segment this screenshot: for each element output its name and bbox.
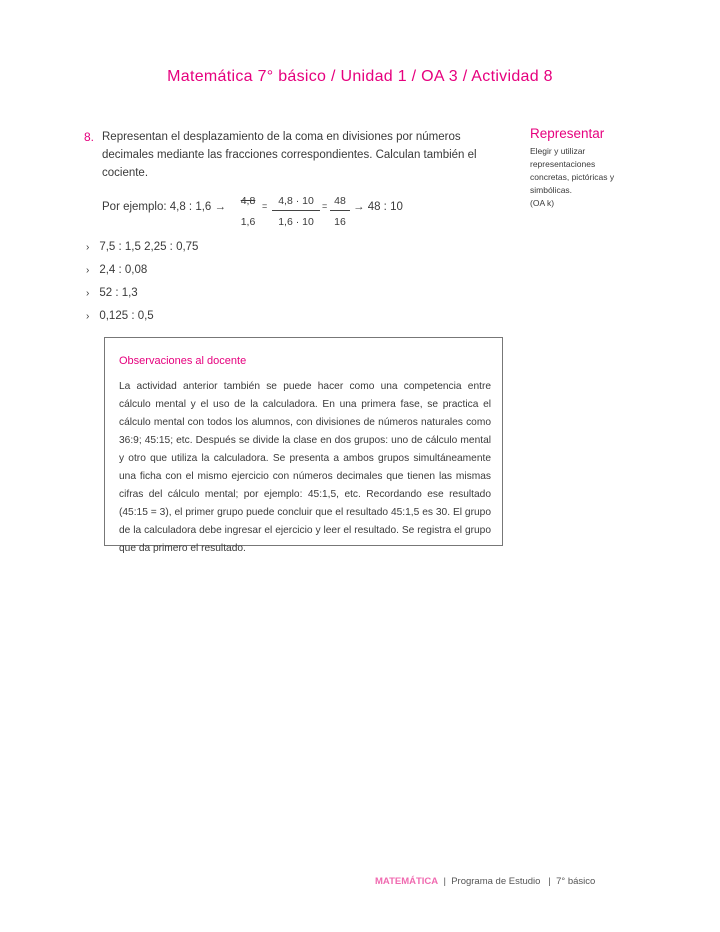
footer-grade: 7° básico	[556, 876, 596, 887]
activity-number: 8.	[84, 130, 95, 144]
footer-separator: |	[443, 876, 446, 887]
equals: =	[322, 201, 328, 211]
footer	[375, 876, 595, 887]
chevron-right-icon: ›	[86, 242, 90, 253]
teacher-notes-body: La actividad anterior también se puede hacer como una competencia entre cálculo mental y el uso de la calculadora. En una primera fase, se practica el cálculo mental con todos los alumnos, con divisiones de números naturales como 36:9; 45:15; etc. Después se divide la clase en dos grupos: uno de cálculo mental y otro que utiliza la calculadora. Se presenta a ambos grupos simultáneamente una ficha con el mismo ejercicio con números decimales que tienen las mismas cifras del cálculo mental; por ejemplo: 45:1,5, etc. Recordando ese resultado (45:15 = 3), el primer grupo puede concluir que el resultado 45:1,5 es 30. El grupo de la calculadora debe ingresar el ejercicio y leer el resultado. Se registra el grupo que da primero el resultado.	[119, 381, 491, 554]
exercise-item	[86, 241, 198, 253]
teacher-notes-title: Observaciones al docente	[119, 355, 247, 367]
chevron-right-icon: ›	[86, 288, 90, 299]
page-title: Matemática 7° básico / Unidad 1 / OA 3 / Actividad 8	[167, 68, 553, 85]
numerator: 48	[334, 195, 346, 207]
example-prefix: Por ejemplo: 4,8 : 1,6 →	[102, 201, 227, 213]
exercise-text: 2,4 : 0,08	[99, 264, 148, 276]
equals: =	[262, 201, 268, 211]
exercise-item	[86, 287, 138, 299]
denominator: 1,6 · 10	[278, 216, 314, 228]
chevron-right-icon: ›	[86, 265, 90, 276]
exercise-text: 0,125 : 0,5	[99, 310, 154, 322]
activity-text: Representan el desplazamiento de la coma en divisiones por números decimales mediante las fracciones correspondientes. Calculan también el cociente.	[102, 131, 477, 179]
footer-subject: MATEMÁTICA	[375, 876, 439, 887]
activity-statement	[84, 128, 484, 182]
sidebar-skill	[530, 126, 630, 210]
skill-line: simbólicas.	[530, 185, 573, 195]
skill-line: Elegir y utilizar	[530, 146, 586, 156]
exercise-item	[86, 310, 154, 322]
skill-line: concretas, pictóricas y	[530, 172, 615, 182]
fraction-1	[235, 195, 261, 228]
numerator: 4,8 · 10	[278, 195, 314, 207]
footer-separator: |	[548, 876, 551, 887]
skill-description	[530, 145, 630, 210]
denominator: 16	[334, 216, 346, 228]
numerator: 4,8	[240, 195, 256, 207]
skill-line: representaciones	[530, 159, 596, 169]
skill-title: Representar	[530, 126, 605, 141]
teacher-notes-box	[104, 337, 503, 554]
skill-line: (OA k)	[530, 198, 555, 208]
exercise-text: 52 : 1,3	[99, 287, 138, 299]
example	[102, 195, 502, 235]
chevron-right-icon: ›	[86, 311, 90, 322]
exercise-item	[86, 264, 147, 276]
fraction-3	[330, 195, 350, 228]
exercise-text: 7,5 : 1,5 2,25 : 0,75	[99, 241, 199, 253]
denominator: 1,6	[240, 216, 256, 228]
footer-program: Programa de Estudio	[451, 876, 541, 887]
fraction-2	[272, 195, 320, 228]
example-suffix: → 48 : 10	[353, 201, 403, 213]
